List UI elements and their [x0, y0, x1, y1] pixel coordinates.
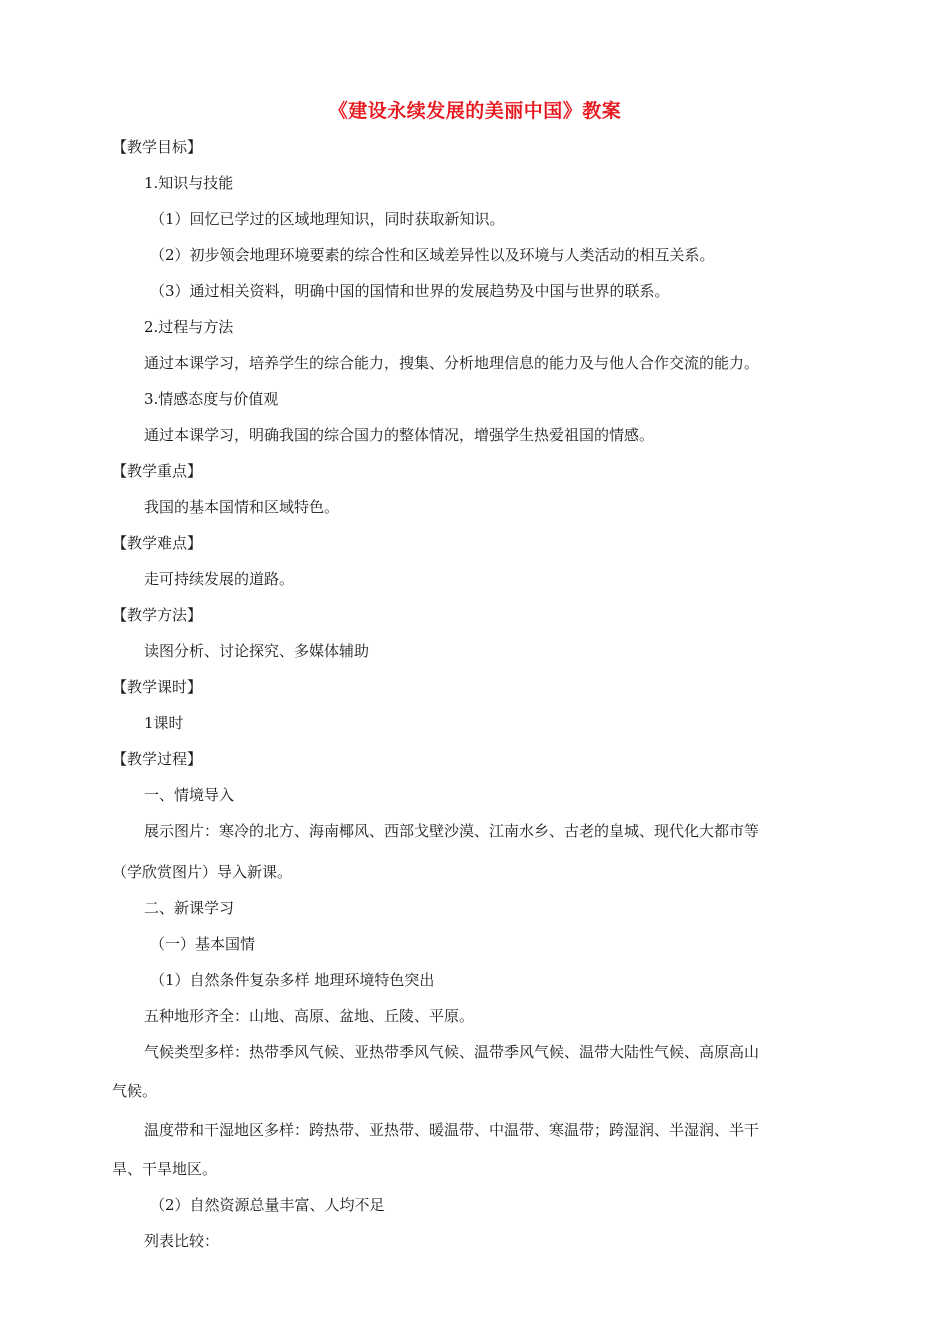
subsection-process-title: 2.过程与方法 [144, 318, 234, 336]
knowledge-item-2: （2）初步领会地理环境要素的综合性和区域差异性以及环境与人类活动的相互关系。 [150, 246, 715, 264]
document-title: 《建设永续发展的美丽中国》教案 [328, 100, 622, 122]
process-method-text: 通过本课学习，培养学生的综合能力，搜集、分析地理信息的能力及与他人合作交流的能力。 [144, 354, 760, 372]
process-intro-title: 一、情境导入 [144, 786, 235, 804]
process-basic-title: （一）基本国情 [150, 935, 256, 953]
process-zones-line-2: 旱、干旱地区。 [112, 1160, 218, 1178]
emotion-text: 通过本课学习，明确我国的综合国力的整体情况，增强学生热爱祖国的情感。 [144, 426, 655, 444]
process-resources-title: （2）自然资源总量丰富、人均不足 [150, 1196, 385, 1214]
section-header-process: 【教学过程】 [112, 750, 203, 768]
subsection-knowledge-title: 1.知识与技能 [144, 174, 234, 192]
section-header-key-points: 【教学重点】 [112, 462, 203, 480]
process-intro-text-line-2: （学欣赏图片）导入新课。 [112, 863, 293, 881]
process-intro-text-line-1: 展示图片：寒冷的北方、海南椰风、西部戈壁沙漠、江南水乡、古老的皇城、现代化大都市等 [144, 822, 760, 840]
knowledge-item-1: （1）回忆已学过的区域地理知识，同时获取新知识。 [150, 210, 505, 228]
process-compare-label: 列表比较： [144, 1232, 220, 1250]
section-header-methods: 【教学方法】 [112, 606, 203, 624]
key-points-text: 我国的基本国情和区域特色。 [144, 498, 340, 516]
process-climate-line-1: 气候类型多样：热带季风气候、亚热带季风气候、温带季风气候、温带大陆性气候、高原高山 [144, 1043, 760, 1061]
section-header-hours: 【教学课时】 [112, 678, 203, 696]
process-nature-title: （1）自然条件复杂多样 地理环境特色突出 [150, 971, 435, 989]
hours-text: 1课时 [144, 714, 184, 732]
section-header-objectives: 【教学目标】 [112, 138, 203, 156]
process-new-title: 二、新课学习 [144, 899, 235, 917]
section-header-difficulties: 【教学难点】 [112, 534, 203, 552]
process-zones-line-1: 温度带和干湿地区多样：跨热带、亚热带、暖温带、中温带、寒温带；跨湿润、半湿润、半干 [144, 1121, 760, 1139]
process-climate-line-2: 气候。 [112, 1082, 158, 1100]
difficulties-text: 走可持续发展的道路。 [144, 570, 295, 588]
subsection-emotion-title: 3.情感态度与价值观 [144, 390, 279, 408]
knowledge-item-3: （3）通过相关资料，明确中国的国情和世界的发展趋势及中国与世界的联系。 [150, 282, 670, 300]
methods-text: 读图分析、讨论探究、多媒体辅助 [144, 642, 370, 660]
process-terrain-text: 五种地形齐全：山地、高原、盆地、丘陵、平原。 [144, 1007, 475, 1025]
